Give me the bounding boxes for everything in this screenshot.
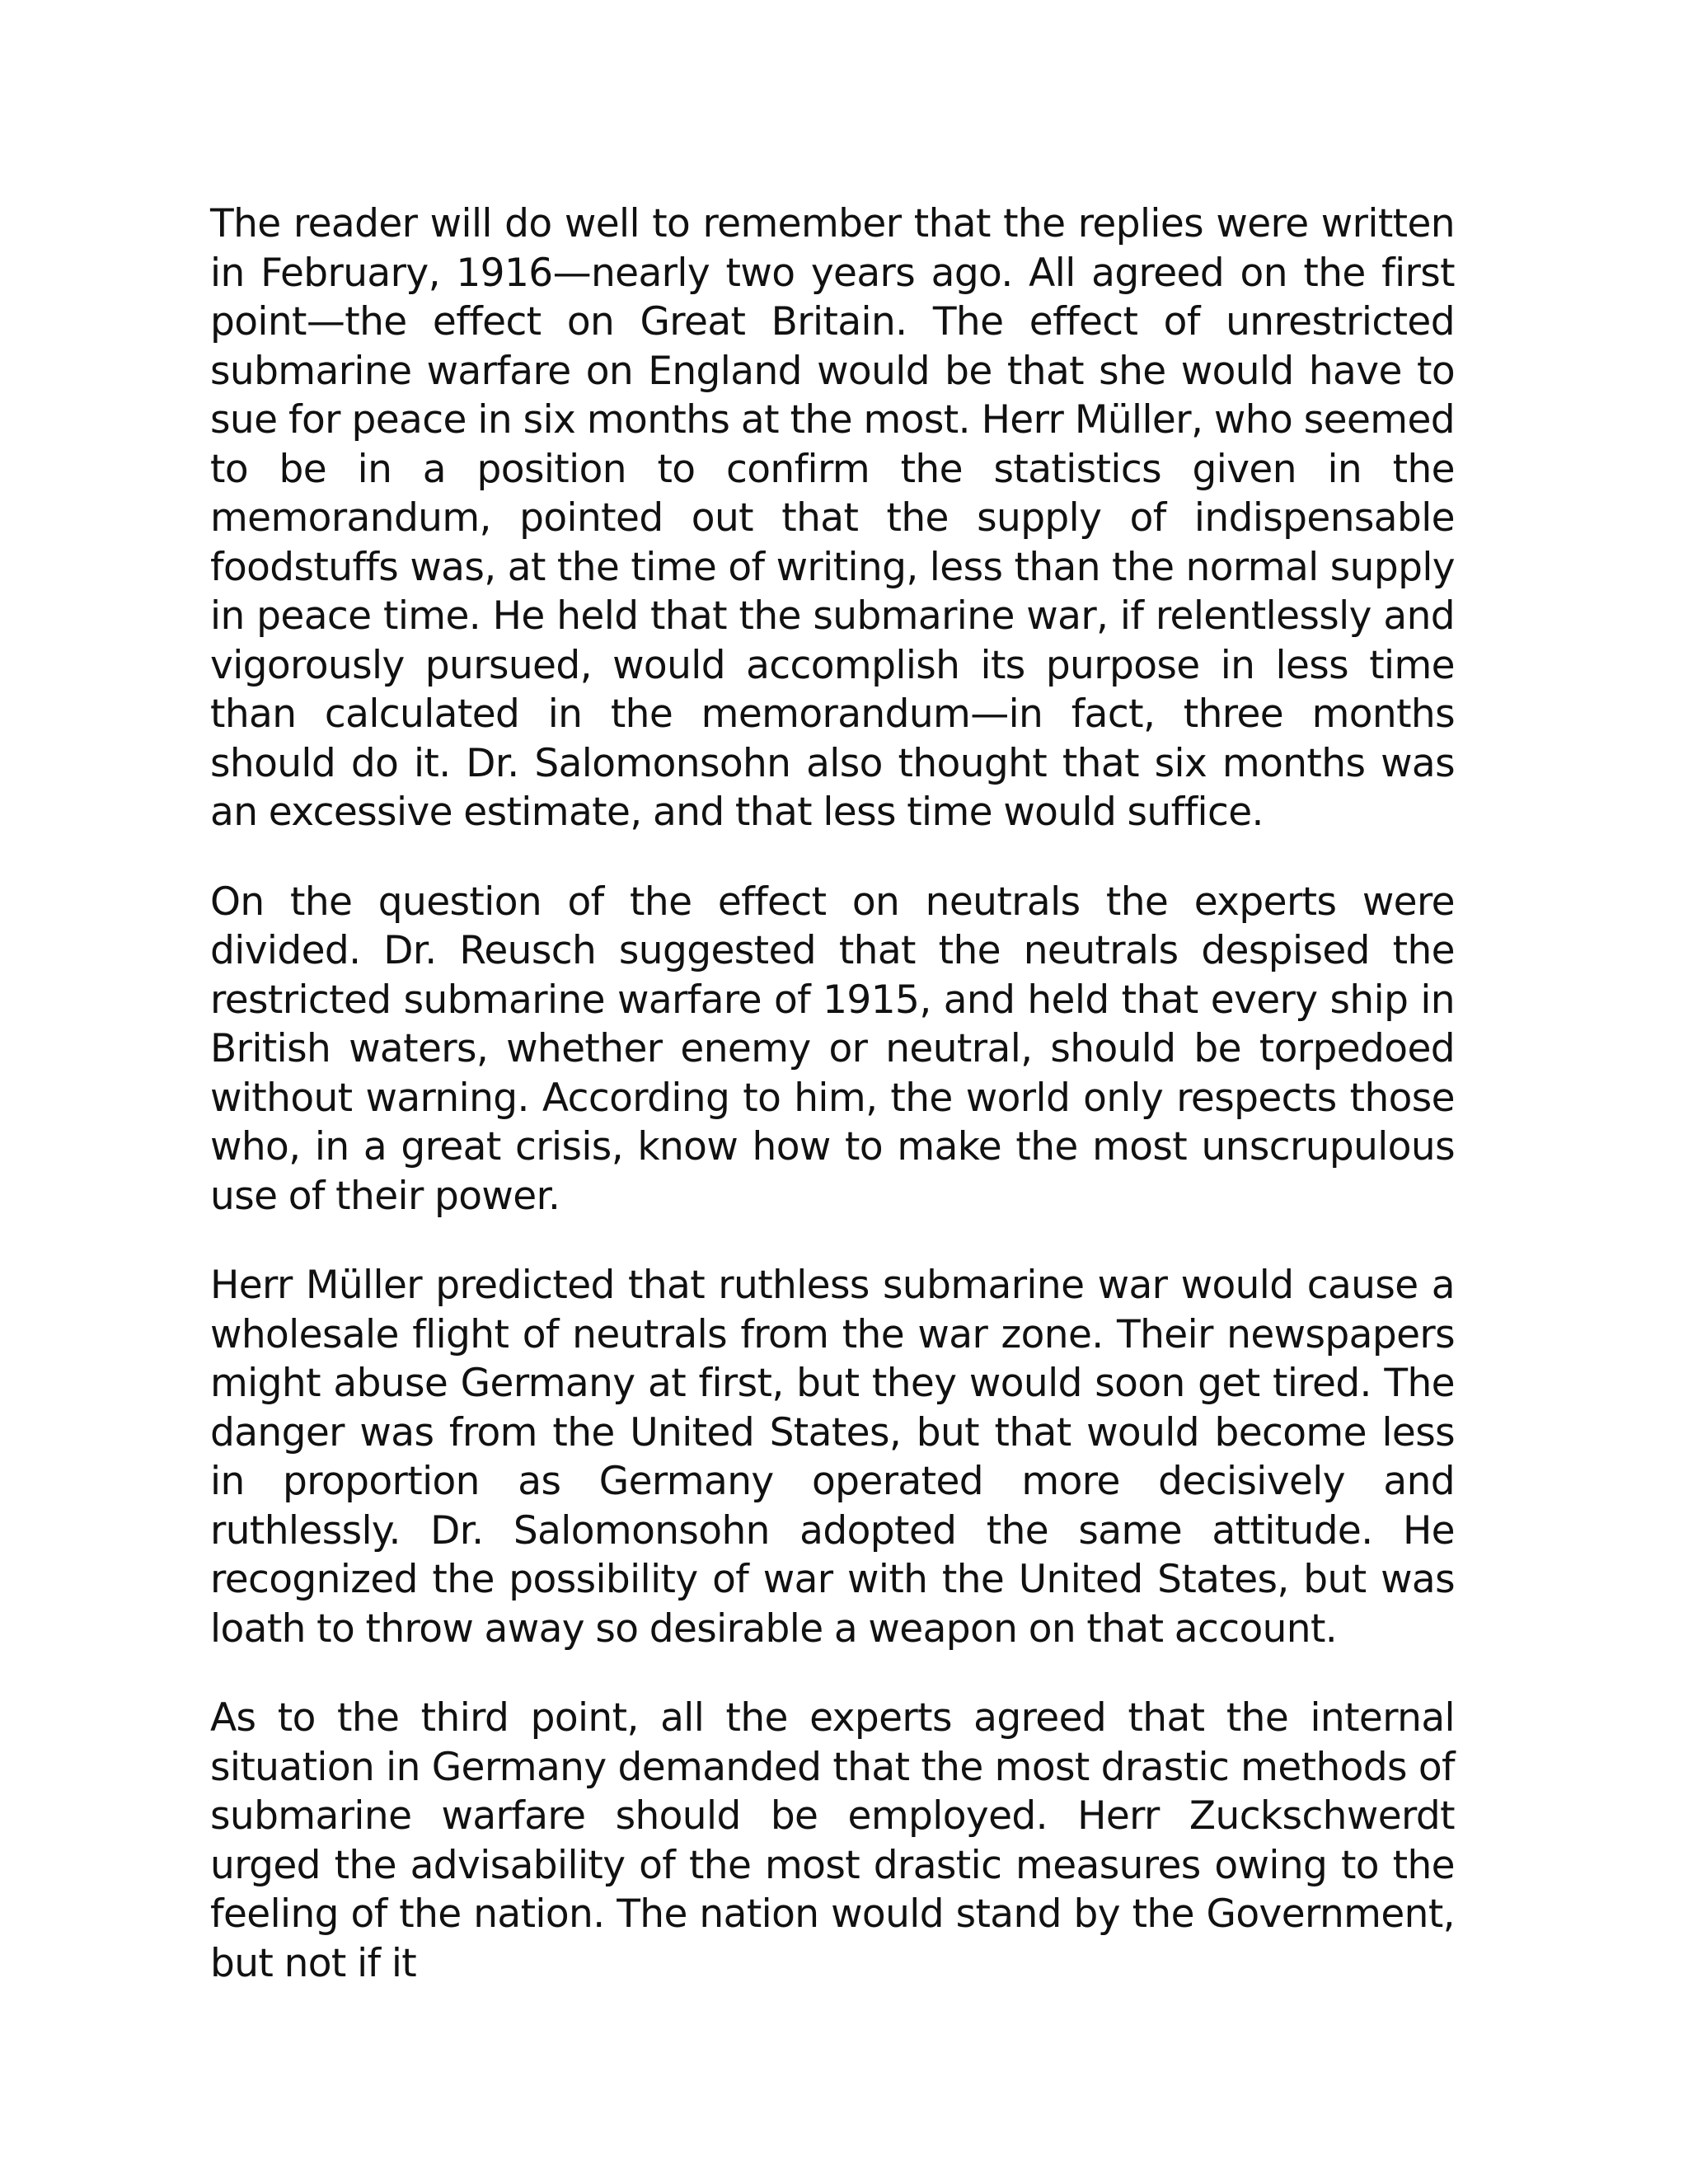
paragraph: On the question of the effect on neutrals the experts were divided. Dr. Reusch suggested that the neutrals despised the restricted submarine warfare of 1915, and held that every ship in British waters, whether enemy or neutral, should be torpedoed without warning. According to him, the world only respects those who, in a great crisis, know how to make the most unscrupulous use of their power.: [210, 879, 1455, 1219]
paragraph: As to the third point, all the experts agreed that the internal situation in Germany demanded that the most drastic methods of submarine warfare should be employed. Herr Zuckschwerdt urged the advisability of the most drastic measures owing to the feeling of the nation. The nation would stand by the Government, but not if it: [210, 1695, 1455, 1986]
body-text: [210, 199, 1455, 1988]
paragraph: Herr Müller predicted that ruthless submarine war would cause a wholesale flight of neutrals from the war zone. Their newspapers might abuse Germany at first, but they would soon get tired. The danger was from the United States, but that would become less in proportion as Germany operated more decisively and ruthlessly. Dr. Salomonsohn adopted the same attitude. He recognized the possibility of war with the United States, but was loath to throw away so desirable a weapon on that account.: [210, 1263, 1455, 1652]
paragraph: The reader will do well to remember that the replies were written in February, 1916—nearly two years ago. All agreed on the first point—the effect on Great Britain. The effect of unrestricted submarine warfare on England would be that she would have to sue for peace in six months at the most. Herr Müller, who seemed to be in a position to confirm the statistics given in the memorandum, pointed out that the supply of indispensable foodstuffs was, at the time of writing, less than the normal supply in peace time. He held that the submarine war, if relentlessly and vigorously pursued, would accomplish its purpose in less time than calculated in the memorandum—in fact, three months should do it. Dr. Salomonsohn also thought that six months was an excessive estimate, and that less time would suffice.: [210, 201, 1455, 835]
